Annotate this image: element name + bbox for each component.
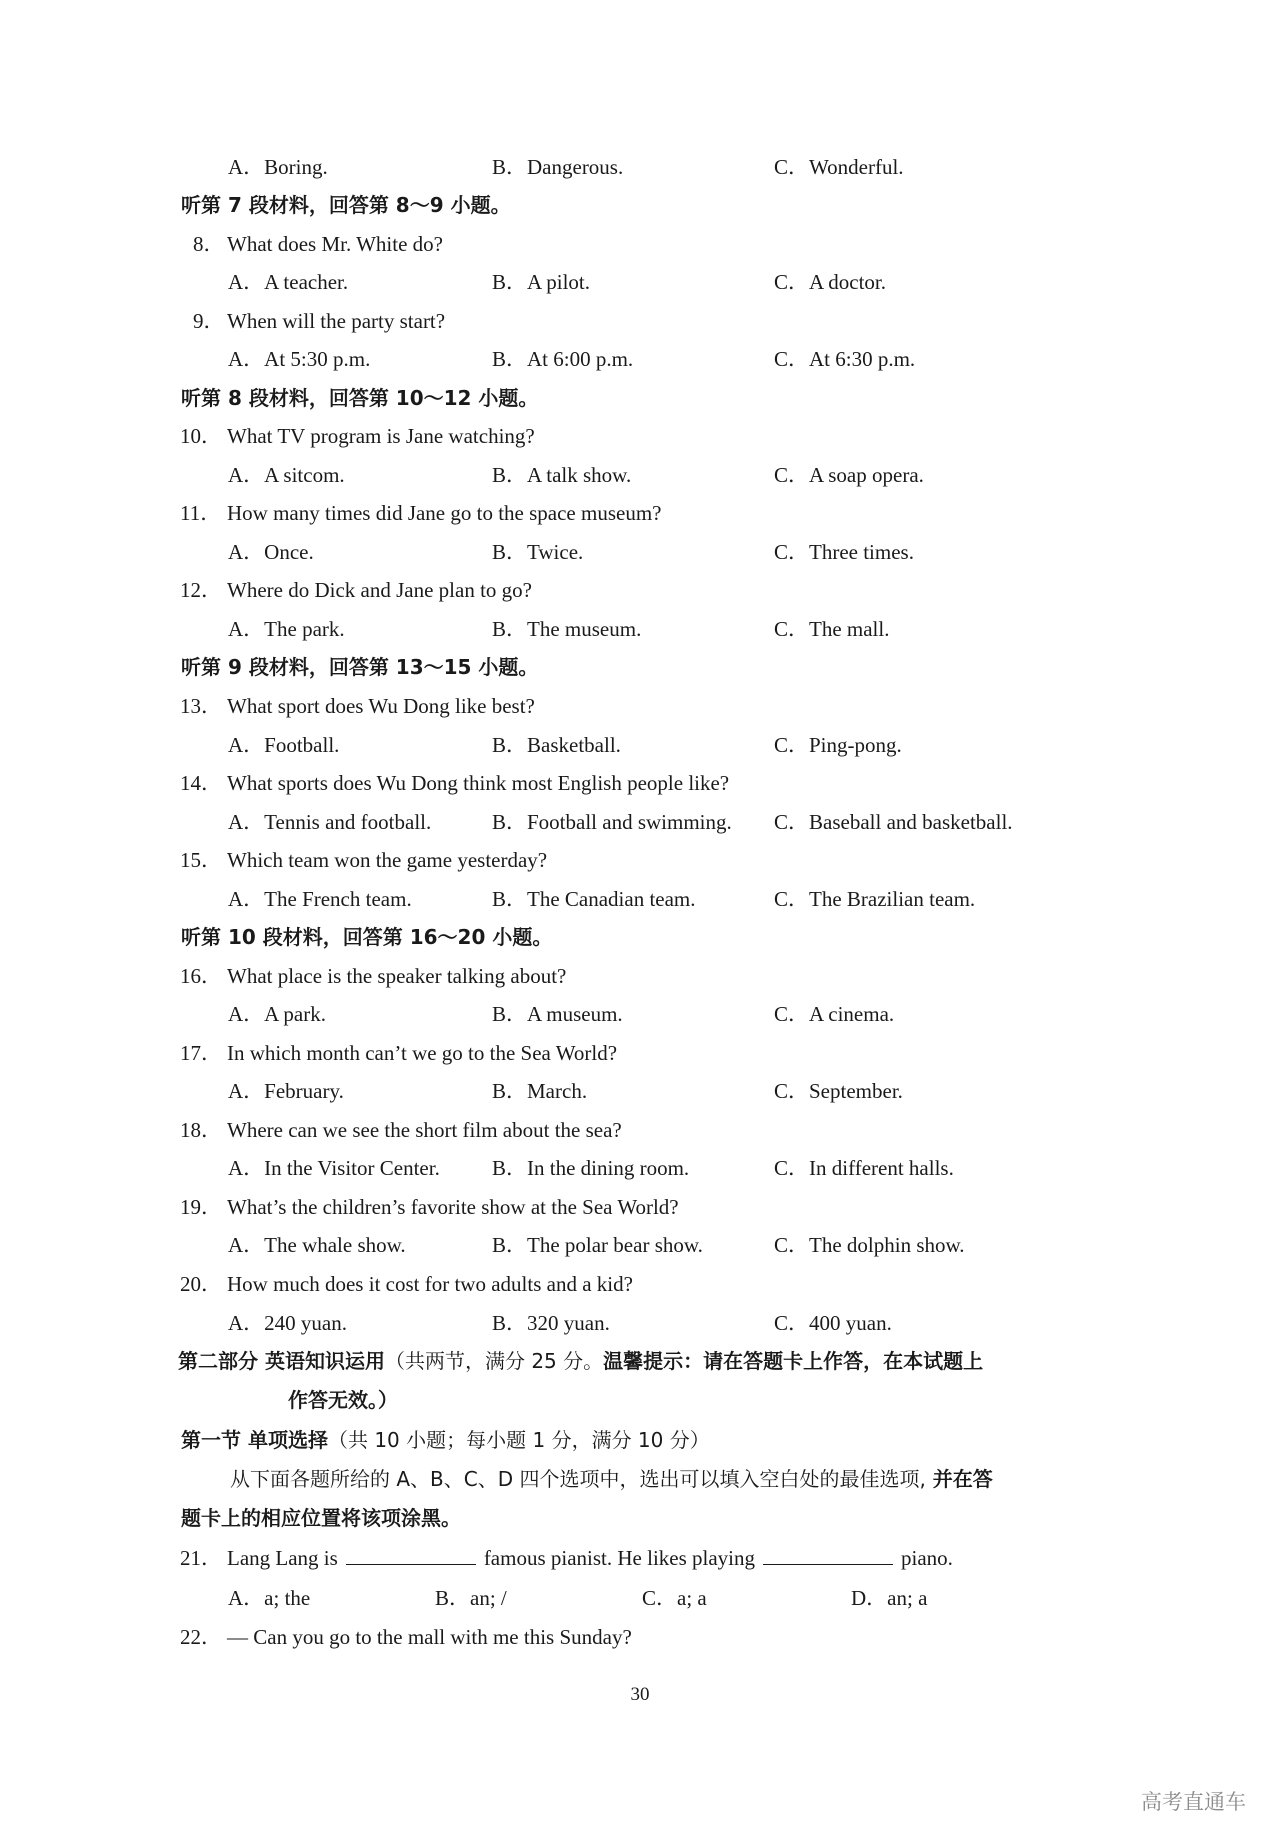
question-16-options xyxy=(0,996,1280,1032)
question-text: What does Mr. White do? xyxy=(227,232,443,256)
section-1-heading-text xyxy=(181,1422,710,1458)
question-text: — Can you go to the mall with me this Sunday? xyxy=(227,1625,632,1649)
option-a: A．In the Visitor Center. xyxy=(228,1156,440,1180)
question-number: 17． xyxy=(180,1041,222,1065)
option-b: B．A pilot. xyxy=(492,270,591,294)
option-c: C．At 6:30 p.m. xyxy=(774,347,916,371)
instructions-line-1 xyxy=(0,1461,1280,1497)
question-text-part-3: piano. xyxy=(901,1546,953,1570)
option-c: C．A cinema. xyxy=(774,1002,895,1026)
question-9 xyxy=(0,303,1280,339)
question-number: 20． xyxy=(180,1272,222,1296)
question-text: What sport does Wu Dong like best? xyxy=(227,694,535,718)
question-10-options xyxy=(0,457,1280,493)
part-2-title: 第二部分 英语知识运用 xyxy=(178,1349,385,1373)
question-18-options xyxy=(0,1150,1280,1186)
question-text: In which month can’t we go to the Sea World? xyxy=(227,1041,618,1065)
question-11 xyxy=(0,495,1280,531)
option-a: A．Tennis and football. xyxy=(228,810,432,834)
option-a: A．240 yuan. xyxy=(228,1311,347,1335)
option-a: A．The park. xyxy=(228,617,345,641)
question-number: 14． xyxy=(180,771,222,795)
question-13-options xyxy=(0,727,1280,763)
question-text: What place is the speaker talking about? xyxy=(227,964,567,988)
question-19-options xyxy=(0,1227,1280,1263)
question-text: How many times did Jane go to the space museum? xyxy=(227,501,662,525)
section-1-score-note: （共 10 小题；每小题 1 分，满分 10 分） xyxy=(327,1428,710,1452)
question-17 xyxy=(0,1035,1280,1071)
option-a: A．A park. xyxy=(228,1002,326,1026)
option-b: B．A museum. xyxy=(492,1002,623,1026)
question-21-options xyxy=(0,1580,1280,1616)
section-heading-text: 听第 9 段材料，回答第 13～15 小题。 xyxy=(181,655,539,679)
question-13 xyxy=(0,688,1280,724)
question-7-options xyxy=(0,149,1280,185)
section-heading-8 xyxy=(0,380,1280,416)
question-number: 22． xyxy=(180,1625,222,1649)
question-8-options xyxy=(0,264,1280,300)
question-12-options xyxy=(0,611,1280,647)
question-22 xyxy=(0,1619,1280,1655)
option-c: C．Baseball and basketball. xyxy=(774,810,1013,834)
question-15-options xyxy=(0,881,1280,917)
question-20 xyxy=(0,1266,1280,1302)
option-c: C．The dolphin show. xyxy=(774,1233,965,1257)
question-19 xyxy=(0,1189,1280,1225)
part-2-reminder: 温馨提示：请在答题卡上作答，在本试题上 xyxy=(603,1349,984,1373)
question-number: 12． xyxy=(180,578,222,602)
instructions-line-2 xyxy=(0,1500,1280,1536)
question-text-part-2: famous pianist. He likes playing xyxy=(483,1546,756,1570)
question-17-options xyxy=(0,1073,1280,1109)
section-heading-text: 听第 8 段材料，回答第 10～12 小题。 xyxy=(181,386,539,410)
option-c: C．September. xyxy=(774,1079,903,1103)
question-16 xyxy=(0,958,1280,994)
answer-blank xyxy=(346,1542,476,1565)
option-c: C．A soap opera. xyxy=(774,463,924,487)
option-c: C．A doctor. xyxy=(774,270,887,294)
option-b: B．an; / xyxy=(435,1586,507,1610)
instructions-line-2-text: 题卡上的相应位置将该项涂黑。 xyxy=(181,1506,461,1530)
question-number: 15． xyxy=(180,848,222,872)
option-b: B．In the dining room. xyxy=(492,1156,690,1180)
option-c: C．The Brazilian team. xyxy=(774,887,976,911)
question-number: 10． xyxy=(180,424,222,448)
option-b: B．At 6:00 p.m. xyxy=(492,347,634,371)
question-number: 13． xyxy=(180,694,222,718)
question-text: Where do Dick and Jane plan to go? xyxy=(227,578,532,602)
option-c: C．400 yuan. xyxy=(774,1311,892,1335)
question-11-options xyxy=(0,534,1280,570)
option-b: B．A talk show. xyxy=(492,463,632,487)
part-2-heading-line2: 作答无效。） xyxy=(288,1388,398,1412)
watermark: 高考直通车 xyxy=(1141,1790,1246,1814)
option-c: C．Three times. xyxy=(774,540,914,564)
question-18 xyxy=(0,1112,1280,1148)
page-number: 30 xyxy=(630,1684,650,1705)
part-2-heading xyxy=(0,1343,1280,1379)
instructions-normal: 从下面各题所给的 A、B、C、D 四个选项中，选出可以填入空白处的最佳选项, xyxy=(230,1467,926,1491)
option-a: A．a; the xyxy=(228,1586,311,1610)
question-text: How much does it cost for two adults and a kid? xyxy=(227,1272,633,1296)
option-a: A．A teacher. xyxy=(228,270,349,294)
section-heading-10 xyxy=(0,919,1280,955)
question-text: Where can we see the short film about the sea? xyxy=(227,1118,622,1142)
instructions-text xyxy=(230,1461,993,1497)
question-number: 16． xyxy=(180,964,222,988)
option-c: C．Wonderful. xyxy=(774,155,904,179)
option-b: B．The polar bear show. xyxy=(492,1233,703,1257)
option-a: A．Boring. xyxy=(228,155,328,179)
option-b: B．Basketball. xyxy=(492,733,621,757)
question-text: What sports does Wu Dong think most English people like? xyxy=(227,771,730,795)
part-2-score-note: （共两节，满分 25 分。 xyxy=(384,1349,604,1373)
question-15 xyxy=(0,842,1280,878)
section-1-heading xyxy=(0,1422,1280,1458)
question-text-part-1: Lang Lang is xyxy=(227,1546,338,1570)
question-9-options xyxy=(0,341,1280,377)
question-number: 11． xyxy=(180,501,222,525)
question-number: 18． xyxy=(180,1118,222,1142)
question-20-options xyxy=(0,1305,1280,1341)
option-b: B．The museum. xyxy=(492,617,642,641)
instructions-bold: 并在答 xyxy=(925,1467,993,1491)
question-text: What TV program is Jane watching? xyxy=(227,424,535,448)
option-a: A．The whale show. xyxy=(228,1233,406,1257)
option-a: A．Football. xyxy=(228,733,340,757)
question-text: Which team won the game yesterday? xyxy=(227,848,548,872)
section-heading-7 xyxy=(0,187,1280,223)
question-14 xyxy=(0,765,1280,801)
option-b: B．Football and swimming. xyxy=(492,810,732,834)
question-text: What’s the children’s favorite show at the Sea World? xyxy=(227,1195,679,1219)
question-text xyxy=(227,1540,953,1576)
option-a: A．A sitcom. xyxy=(228,463,345,487)
option-c: C．In different halls. xyxy=(774,1156,954,1180)
question-12 xyxy=(0,572,1280,608)
option-b: B．The Canadian team. xyxy=(492,887,696,911)
question-21 xyxy=(0,1540,1280,1576)
option-b: B．Twice. xyxy=(492,540,584,564)
option-c: C．a; a xyxy=(642,1586,707,1610)
part-2-heading-continued xyxy=(0,1382,1280,1418)
question-number: 9． xyxy=(193,309,225,333)
option-a: A．At 5:30 p.m. xyxy=(228,347,371,371)
question-number: 19． xyxy=(180,1195,222,1219)
section-heading-text: 听第 10 段材料，回答第 16～20 小题。 xyxy=(181,925,553,949)
section-heading-9 xyxy=(0,649,1280,685)
option-b: B．Dangerous. xyxy=(492,155,624,179)
question-number: 21． xyxy=(180,1546,222,1570)
question-14-options xyxy=(0,804,1280,840)
question-8 xyxy=(0,226,1280,262)
option-b: B．March. xyxy=(492,1079,588,1103)
option-a: A．Once. xyxy=(228,540,314,564)
answer-blank xyxy=(763,1542,893,1565)
option-a: A．February. xyxy=(228,1079,344,1103)
option-a: A．The French team. xyxy=(228,887,412,911)
option-c: C．Ping-pong. xyxy=(774,733,902,757)
option-d: D．an; a xyxy=(851,1586,928,1610)
section-1-title: 第一节 单项选择 xyxy=(181,1428,328,1452)
question-text: When will the party start? xyxy=(227,309,446,333)
question-number: 8． xyxy=(193,232,225,256)
part-2-heading-text xyxy=(178,1343,983,1379)
section-heading-text: 听第 7 段材料，回答第 8～9 小题。 xyxy=(181,193,511,217)
question-10 xyxy=(0,418,1280,454)
option-b: B．320 yuan. xyxy=(492,1311,610,1335)
option-c: C．The mall. xyxy=(774,617,890,641)
